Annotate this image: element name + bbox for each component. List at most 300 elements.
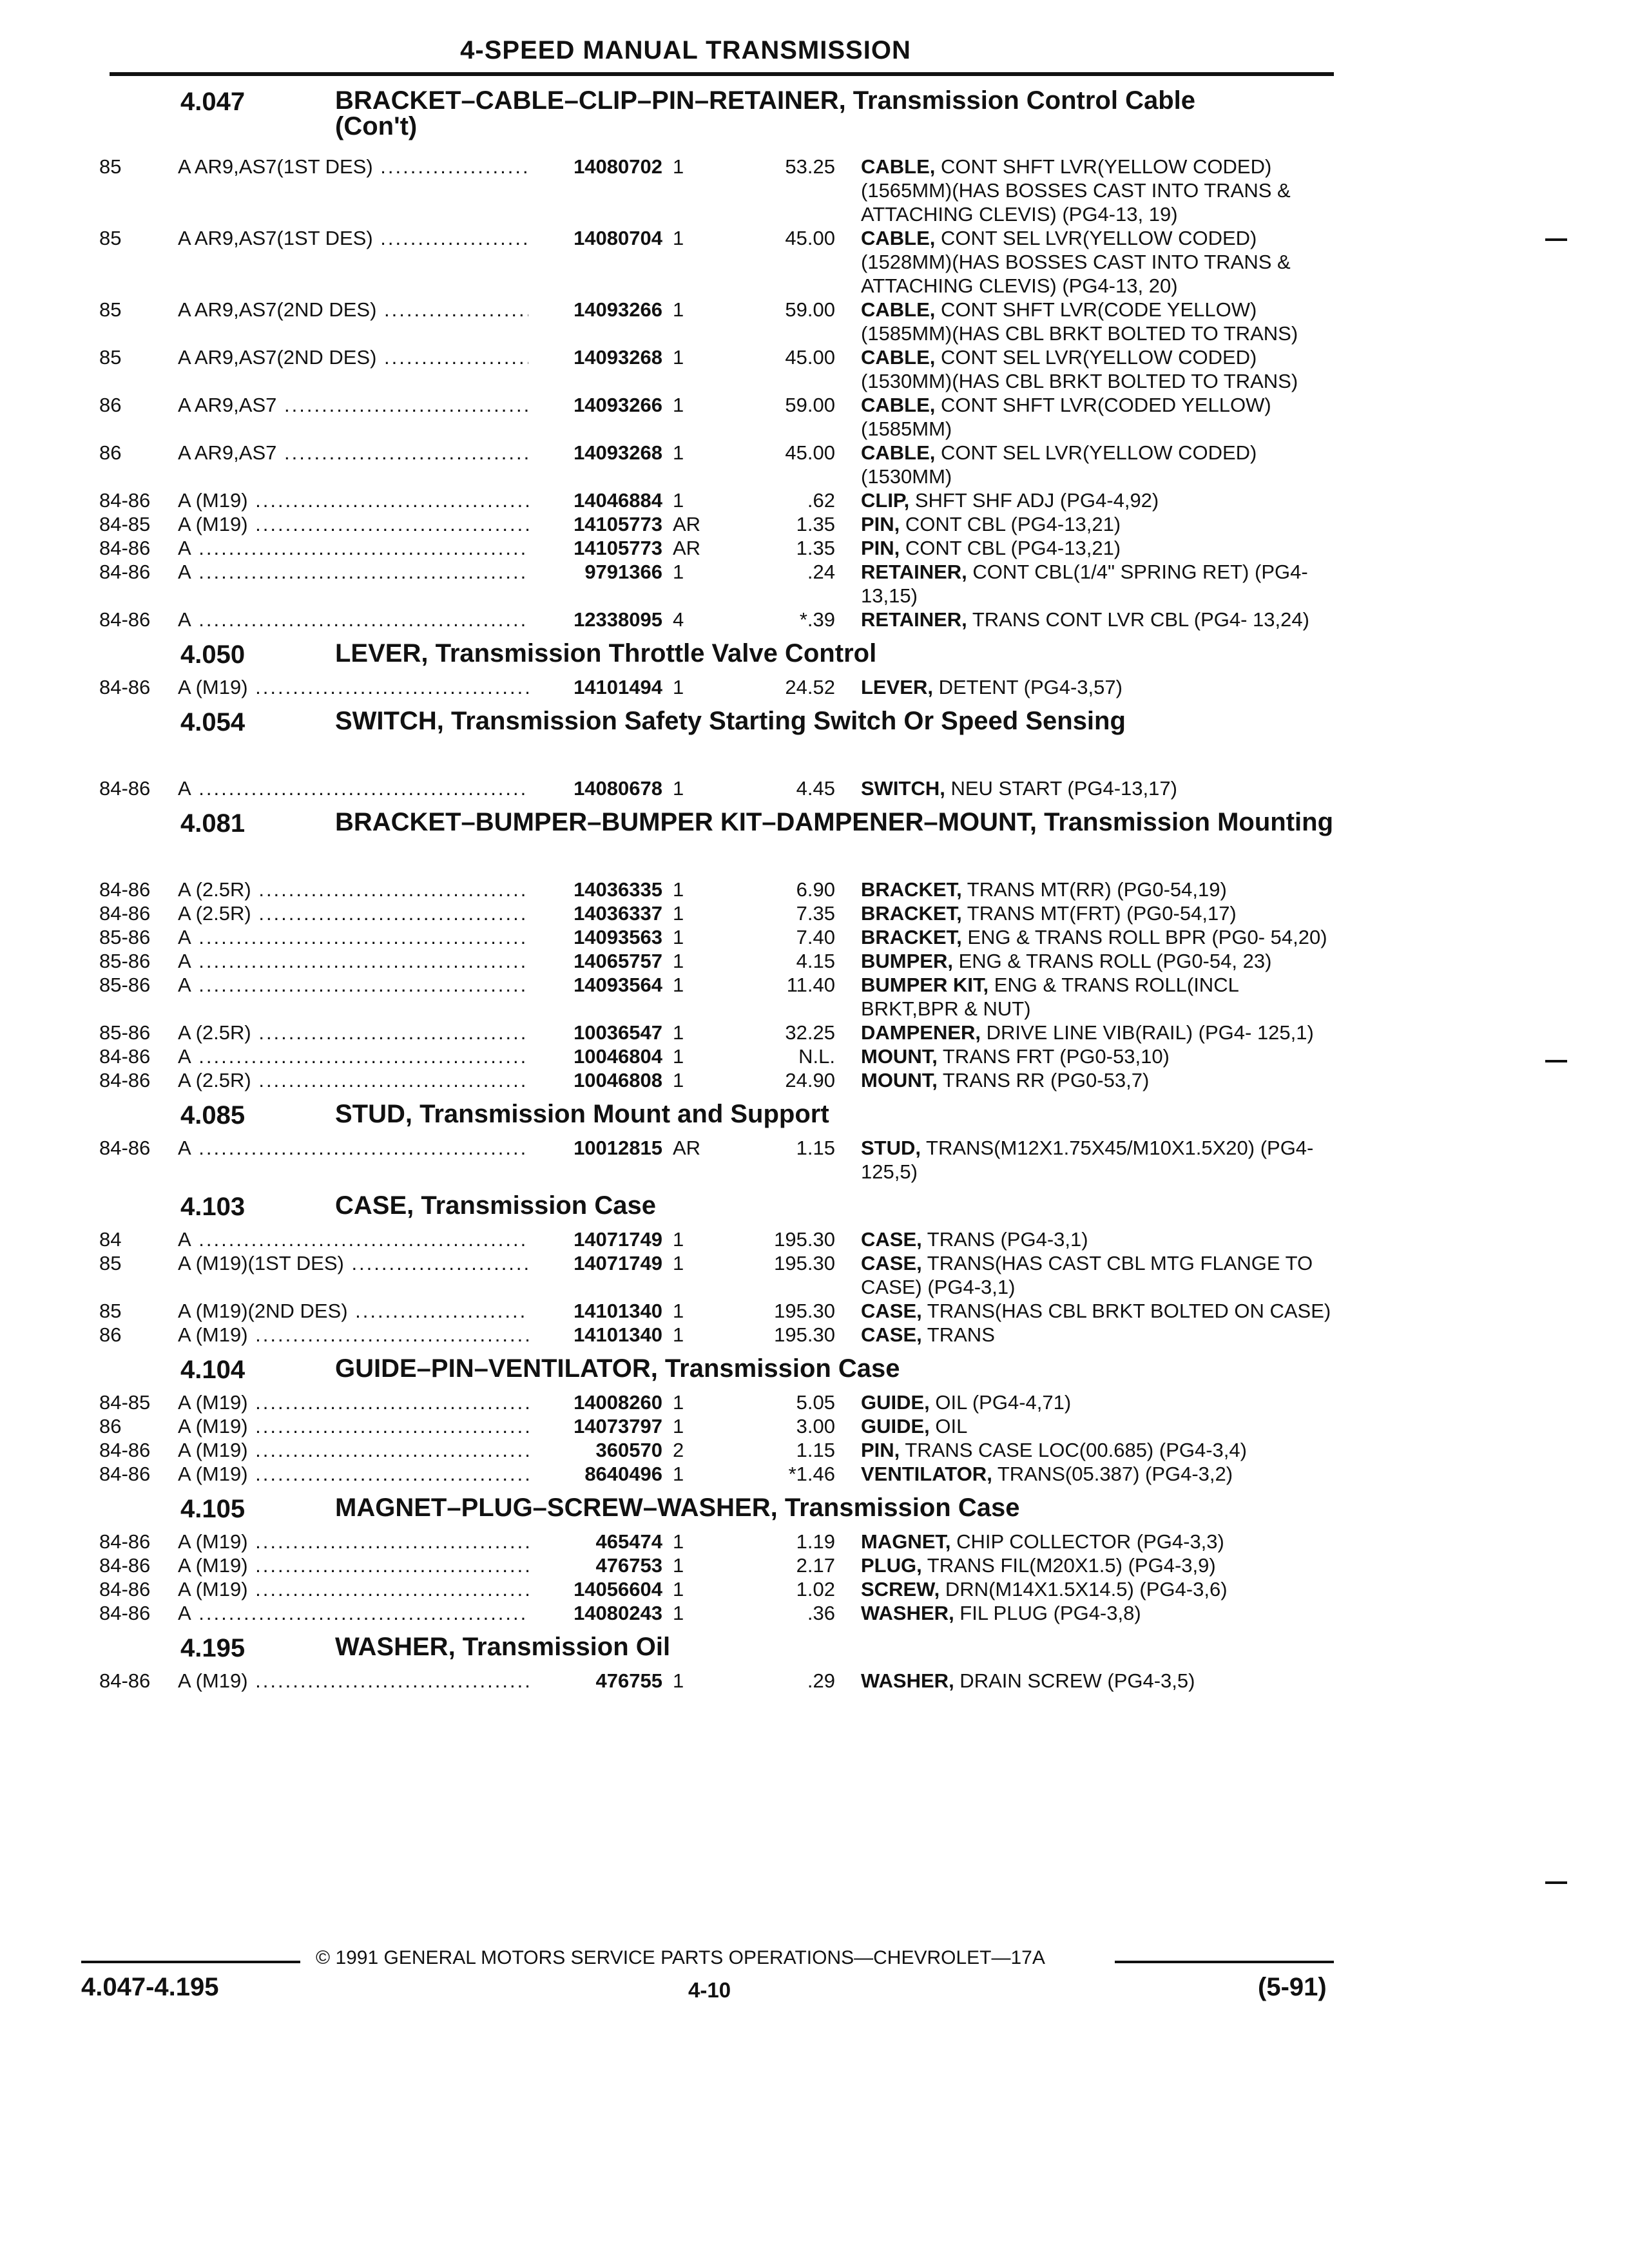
part-row <box>0 1068 1629 1092</box>
part-description <box>861 1601 1331 1625</box>
section-heading <box>0 631 1629 675</box>
model-year: 84-86 <box>99 902 151 925</box>
part-description <box>861 536 1331 560</box>
part-description <box>861 1390 1331 1414</box>
quantity: 1 <box>673 155 684 178</box>
description-text: GUIDE, OIL <box>861 1415 968 1437</box>
quantity: 2 <box>673 1439 684 1461</box>
usage-code: A (M19) ..... <box>178 1323 528 1347</box>
usage-code: A ..... <box>178 536 528 560</box>
price: 32.25 <box>785 1021 835 1044</box>
usage-code: A ..... <box>178 560 528 584</box>
model-year: 86 <box>99 1323 122 1346</box>
description-text: CABLE, CONT SHFT LVR(CODED YELLOW) (1585MM) <box>861 394 1271 440</box>
part-number: 14093266 <box>574 394 662 416</box>
part-row <box>0 1577 1629 1601</box>
description-text: DAMPENER, DRIVE LINE VIB(RAIL) (PG4- 125,1) <box>861 1021 1314 1044</box>
model-year: 84-85 <box>99 1391 151 1414</box>
usage-code: A (M19) ..... <box>178 675 528 699</box>
part-description <box>861 488 1331 512</box>
quantity: 1 <box>673 902 684 925</box>
price: 45.00 <box>785 227 835 249</box>
quantity: 1 <box>673 1463 684 1485</box>
model-year: 84-86 <box>99 537 151 559</box>
part-number: 14105773 <box>574 537 662 559</box>
parts-list <box>0 1136 1629 1184</box>
part-number: 8640496 <box>584 1463 662 1485</box>
usage-code: A ..... <box>178 776 528 800</box>
usage-code: A AR9,AS7(2ND DES) ..... <box>178 298 528 322</box>
section-title-text: SWITCH, Transmission Safety Starting Switch Or Speed Sensing <box>335 707 1126 735</box>
part-number: 14101340 <box>574 1300 662 1322</box>
section-heading <box>0 800 1629 878</box>
part-number: 14101494 <box>574 676 662 698</box>
section-number: 4.195 <box>180 1634 246 1662</box>
part-number: 14008260 <box>574 1391 662 1414</box>
price: 195.30 <box>774 1252 835 1274</box>
parts-list <box>0 1669 1629 1693</box>
part-row <box>0 1601 1629 1625</box>
usage-code: A (M19) ..... <box>178 1553 528 1577</box>
model-year: 84-86 <box>99 561 151 583</box>
description-text: BRACKET, ENG & TRANS ROLL BPR (PG0- 54,20) <box>861 926 1327 948</box>
part-description <box>861 925 1331 949</box>
price: .24 <box>807 561 835 583</box>
section-heading <box>0 1184 1629 1227</box>
part-number: 14101340 <box>574 1323 662 1346</box>
part-row <box>0 1414 1629 1438</box>
part-number: 476753 <box>595 1554 662 1577</box>
part-description <box>861 393 1331 441</box>
description-text: SWITCH, NEU START (PG4-13,17) <box>861 777 1177 800</box>
part-number: 14036335 <box>574 878 662 901</box>
part-row <box>0 901 1629 925</box>
model-year: 84-86 <box>99 489 151 512</box>
price: 195.30 <box>774 1300 835 1322</box>
section-title <box>335 708 1340 734</box>
model-year: 85 <box>99 227 122 249</box>
quantity: 1 <box>673 1228 684 1251</box>
footer-page-number: 4-10 <box>688 1978 731 2002</box>
usage-code: A (M19) ..... <box>178 1390 528 1414</box>
quantity: 1 <box>673 926 684 948</box>
description-text: CABLE, CONT SHFT LVR(YELLOW CODED) (1565MM)(HAS BOSSES CAST INTO TRANS & ATTACHING CLEVIS) (PG4-13, 19) <box>861 155 1291 226</box>
quantity: 1 <box>673 950 684 972</box>
model-year: 85 <box>99 346 122 369</box>
part-description <box>861 675 1331 699</box>
price: 1.19 <box>796 1530 835 1553</box>
part-description <box>861 1577 1331 1601</box>
part-description <box>861 1299 1331 1323</box>
quantity: AR <box>673 513 701 535</box>
price: 195.30 <box>774 1323 835 1346</box>
quantity: AR <box>673 1137 701 1159</box>
part-row <box>0 345 1629 393</box>
part-number: 14093563 <box>574 926 662 948</box>
part-row <box>0 608 1629 631</box>
part-description <box>861 973 1331 1021</box>
usage-code: A ..... <box>178 1136 528 1160</box>
part-number: 10012815 <box>574 1137 662 1159</box>
section-title-text: GUIDE–PIN–VENTILATOR, Transmission Case <box>335 1354 900 1383</box>
description-text: MOUNT, TRANS FRT (PG0-53,10) <box>861 1045 1170 1068</box>
quantity: 1 <box>673 441 684 464</box>
usage-code: A (2.5R) ..... <box>178 901 528 925</box>
part-description <box>861 226 1331 298</box>
part-row <box>0 776 1629 800</box>
section-title-text: BRACKET–BUMPER–BUMPER KIT–DAMPENER–MOUNT, Transmission Mounting <box>335 808 1334 836</box>
quantity: AR <box>673 537 701 559</box>
section-number: 4.085 <box>180 1101 246 1129</box>
usage-code: A (M19) ..... <box>178 1530 528 1553</box>
part-row <box>0 226 1629 298</box>
footer-rule <box>81 1961 300 1963</box>
section-title <box>335 1193 1340 1218</box>
model-year: 86 <box>99 394 122 416</box>
price: 45.00 <box>785 346 835 369</box>
title-rule <box>110 72 1334 76</box>
part-description <box>861 901 1331 925</box>
part-row <box>0 1530 1629 1553</box>
part-row <box>0 1553 1629 1577</box>
section-number: 4.050 <box>180 640 246 669</box>
description-text: BRACKET, TRANS MT(FRT) (PG0-54,17) <box>861 902 1237 925</box>
part-row <box>0 1438 1629 1462</box>
model-year: 84-86 <box>99 1530 151 1553</box>
description-text: LEVER, DETENT (PG4-3,57) <box>861 676 1123 698</box>
part-number: 10046804 <box>574 1045 662 1068</box>
footer-copyright: © 1991 GENERAL MOTORS SERVICE PARTS OPERATIONS—CHEVROLET—17A <box>316 1947 1045 1968</box>
usage-code: A ..... <box>178 949 528 973</box>
description-text: PIN, CONT CBL (PG4-13,21) <box>861 513 1121 535</box>
part-description <box>861 1136 1331 1184</box>
quantity: 1 <box>673 878 684 901</box>
section-title <box>335 1495 1340 1521</box>
price: 7.40 <box>796 926 835 948</box>
quantity: 1 <box>673 1669 684 1692</box>
price: N.L. <box>798 1045 835 1068</box>
part-number: 10046808 <box>574 1069 662 1091</box>
section-number: 4.104 <box>180 1356 246 1384</box>
part-description <box>861 512 1331 536</box>
part-row <box>0 1021 1629 1044</box>
price: 59.00 <box>785 394 835 416</box>
quantity: 1 <box>673 227 684 249</box>
price: *1.46 <box>788 1463 835 1485</box>
part-description <box>861 298 1331 345</box>
price: 195.30 <box>774 1228 835 1251</box>
model-year: 84-86 <box>99 1439 151 1461</box>
price: 1.35 <box>796 513 835 535</box>
price: 24.90 <box>785 1069 835 1091</box>
section-number: 4.103 <box>180 1193 246 1221</box>
price: .29 <box>807 1669 835 1692</box>
part-row <box>0 973 1629 1021</box>
section-title-text: CASE, Transmission Case <box>335 1191 656 1220</box>
quantity: 1 <box>673 1415 684 1437</box>
usage-code: A AR9,AS7(2ND DES) ..... <box>178 345 528 369</box>
usage-code: A (M19) ..... <box>178 1414 528 1438</box>
description-text: MAGNET, CHIP COLLECTOR (PG4-3,3) <box>861 1530 1224 1553</box>
section-title-text: STUD, Transmission Mount and Support <box>335 1100 829 1128</box>
section-heading <box>0 699 1629 776</box>
part-number: 14056604 <box>574 1578 662 1600</box>
part-row <box>0 536 1629 560</box>
part-row <box>0 1390 1629 1414</box>
section-subtitle: (Con't) <box>335 112 418 140</box>
model-year: 84-86 <box>99 1045 151 1068</box>
quantity: 1 <box>673 1530 684 1553</box>
part-number: 14073797 <box>574 1415 662 1437</box>
part-row <box>0 878 1629 901</box>
section-title <box>335 1634 1340 1660</box>
quantity: 1 <box>673 1323 684 1346</box>
part-description <box>861 608 1331 631</box>
price: *.39 <box>799 608 835 631</box>
price: 5.05 <box>796 1391 835 1414</box>
quantity: 1 <box>673 1300 684 1322</box>
usage-code: A AR9,AS7(1ST DES) ..... <box>178 155 528 178</box>
part-number: 14071749 <box>574 1228 662 1251</box>
usage-code: A (M19) ..... <box>178 488 528 512</box>
parts-list <box>0 776 1629 800</box>
description-text: BUMPER KIT, ENG & TRANS ROLL(INCL BRKT,BPR & NUT) <box>861 974 1239 1020</box>
section-number: 4.105 <box>180 1495 246 1523</box>
part-description <box>861 1553 1331 1577</box>
part-row <box>0 1299 1629 1323</box>
model-year: 84-86 <box>99 1578 151 1600</box>
part-number: 14093268 <box>574 346 662 369</box>
description-text: PIN, CONT CBL (PG4-13,21) <box>861 537 1121 559</box>
usage-code: A AR9,AS7(1ST DES) ..... <box>178 226 528 250</box>
price: 1.15 <box>796 1439 835 1461</box>
part-row <box>0 512 1629 536</box>
price: 24.52 <box>785 676 835 698</box>
price: .62 <box>807 489 835 512</box>
parts-catalog <box>0 79 1629 1693</box>
price: .36 <box>807 1602 835 1624</box>
description-text: RETAINER, TRANS CONT LVR CBL (PG4- 13,24) <box>861 608 1309 631</box>
usage-code: A (M19) ..... <box>178 512 528 536</box>
part-description <box>861 949 1331 973</box>
quantity: 1 <box>673 1021 684 1044</box>
part-row <box>0 925 1629 949</box>
description-text: BRACKET, TRANS MT(RR) (PG0-54,19) <box>861 878 1227 901</box>
quantity: 1 <box>673 346 684 369</box>
section-title <box>335 88 1340 139</box>
price: 6.90 <box>796 878 835 901</box>
quantity: 1 <box>673 974 684 996</box>
part-number: 476755 <box>595 1669 662 1692</box>
price: 1.15 <box>796 1137 835 1159</box>
parts-list <box>0 878 1629 1092</box>
part-row <box>0 441 1629 488</box>
quantity: 1 <box>673 489 684 512</box>
part-row <box>0 155 1629 226</box>
quantity: 1 <box>673 1391 684 1414</box>
description-text: WASHER, DRAIN SCREW (PG4-3,5) <box>861 1669 1195 1692</box>
usage-code: A (M19) ..... <box>178 1462 528 1486</box>
part-description <box>861 1669 1331 1693</box>
part-row <box>0 1462 1629 1486</box>
page-title: 4-SPEED MANUAL TRANSMISSION <box>460 36 911 64</box>
part-number: 14036337 <box>574 902 662 925</box>
price: 4.45 <box>796 777 835 800</box>
description-text: CASE, TRANS (PG4-3,1) <box>861 1228 1088 1251</box>
quantity: 1 <box>673 1578 684 1600</box>
usage-code: A ..... <box>178 608 528 631</box>
model-year: 85 <box>99 155 122 178</box>
part-row <box>0 488 1629 512</box>
part-row <box>0 1251 1629 1299</box>
part-row <box>0 949 1629 973</box>
quantity: 1 <box>673 1069 684 1091</box>
model-year: 84-86 <box>99 1137 151 1159</box>
parts-list <box>0 675 1629 699</box>
part-number: 465474 <box>595 1530 662 1553</box>
part-description <box>861 1044 1331 1068</box>
model-year: 84-86 <box>99 608 151 631</box>
model-year: 84-85 <box>99 513 151 535</box>
description-text: CABLE, CONT SEL LVR(YELLOW CODED) (1528MM)(HAS BOSSES CAST INTO TRANS & ATTACHING CLEVIS) (PG4-13, 20) <box>861 227 1291 297</box>
usage-code: A AR9,AS7 ..... <box>178 441 528 465</box>
quantity: 1 <box>673 1045 684 1068</box>
section-heading <box>0 1092 1629 1136</box>
part-number: 10036547 <box>574 1021 662 1044</box>
part-number: 14093564 <box>574 974 662 996</box>
usage-code: A (M19) ..... <box>178 1438 528 1462</box>
usage-code: A (M19)(2ND DES) ..... <box>178 1299 528 1323</box>
description-text: PIN, TRANS CASE LOC(00.685) (PG4-3,4) <box>861 1439 1247 1461</box>
parts-list <box>0 1390 1629 1486</box>
section-title <box>335 640 1340 666</box>
quantity: 1 <box>673 1554 684 1577</box>
usage-code: A ..... <box>178 1044 528 1068</box>
part-number: 14105773 <box>574 513 662 535</box>
part-number: 14065757 <box>574 950 662 972</box>
footer-section-range: 4.047-4.195 <box>81 1973 219 2001</box>
part-row <box>0 560 1629 608</box>
section-number: 4.054 <box>180 708 246 736</box>
footer-date: (5-91) <box>1258 1973 1327 2001</box>
footer-rule <box>1115 1961 1334 1963</box>
section-heading <box>0 1625 1629 1669</box>
section-heading <box>0 1486 1629 1530</box>
part-description <box>861 441 1331 488</box>
part-description <box>861 878 1331 901</box>
part-row <box>0 1136 1629 1184</box>
part-number: 14080678 <box>574 777 662 800</box>
description-text: PLUG, TRANS FIL(M20X1.5) (PG4-3,9) <box>861 1554 1216 1577</box>
model-year: 85 <box>99 1300 122 1322</box>
part-row <box>0 393 1629 441</box>
description-text: CABLE, CONT SEL LVR(YELLOW CODED) (1530MM) <box>861 441 1257 488</box>
section-number: 4.081 <box>180 809 246 838</box>
usage-code: A AR9,AS7 ..... <box>178 393 528 417</box>
usage-code: A (2.5R) ..... <box>178 1021 528 1044</box>
usage-code: A ..... <box>178 1601 528 1625</box>
description-text: BUMPER, ENG & TRANS ROLL (PG0-54, 23) <box>861 950 1272 972</box>
model-year: 84-86 <box>99 1554 151 1577</box>
section-heading <box>0 79 1629 155</box>
model-year: 84-86 <box>99 1602 151 1624</box>
section-title-text: BRACKET–CABLE–CLIP–PIN–RETAINER, Transmission Control Cable <box>335 86 1196 115</box>
part-row <box>0 1323 1629 1347</box>
description-text: CABLE, CONT SEL LVR(YELLOW CODED) (1530MM)(HAS CBL BRKT BOLTED TO TRANS) <box>861 346 1298 392</box>
margin-mark <box>1545 1060 1567 1062</box>
model-year: 84-86 <box>99 1669 151 1692</box>
description-text: RETAINER, CONT CBL(1/4" SPRING RET) (PG4-13,15) <box>861 561 1308 607</box>
description-text: VENTILATOR, TRANS(05.387) (PG4-3,2) <box>861 1463 1233 1485</box>
section-title <box>335 1356 1340 1381</box>
description-text: SCREW, DRN(M14X1.5X14.5) (PG4-3,6) <box>861 1578 1228 1600</box>
part-number: 360570 <box>595 1439 662 1461</box>
part-number: 14080702 <box>574 155 662 178</box>
model-year: 85 <box>99 1252 122 1274</box>
price: 1.02 <box>796 1578 835 1600</box>
part-description <box>861 155 1331 226</box>
section-heading <box>0 1347 1629 1390</box>
model-year: 85-86 <box>99 926 151 948</box>
part-description <box>861 1068 1331 1092</box>
model-year: 86 <box>99 441 122 464</box>
quantity: 1 <box>673 561 684 583</box>
description-text: GUIDE, OIL (PG4-4,71) <box>861 1391 1072 1414</box>
part-description <box>861 1323 1331 1347</box>
section-title-text: MAGNET–PLUG–SCREW–WASHER, Transmission Case <box>335 1494 1020 1522</box>
section-title-text: LEVER, Transmission Throttle Valve Control <box>335 639 877 668</box>
description-text: CABLE, CONT SHFT LVR(CODE YELLOW) (1585MM)(HAS CBL BRKT BOLTED TO TRANS) <box>861 298 1298 345</box>
part-number: 12338095 <box>574 608 662 631</box>
parts-list <box>0 155 1629 631</box>
description-text: STUD, TRANS(M12X1.75X45/M10X1.5X20) (PG4-125,5) <box>861 1137 1314 1183</box>
usage-code: A ..... <box>178 925 528 949</box>
model-year: 85-86 <box>99 950 151 972</box>
quantity: 1 <box>673 394 684 416</box>
section-title <box>335 1101 1340 1127</box>
usage-code: A ..... <box>178 1227 528 1251</box>
section-title <box>335 809 1340 835</box>
price: 11.40 <box>786 974 835 996</box>
part-row <box>0 1227 1629 1251</box>
part-number: 14080704 <box>574 227 662 249</box>
quantity: 1 <box>673 676 684 698</box>
part-description <box>861 1021 1331 1044</box>
quantity: 4 <box>673 608 684 631</box>
part-description <box>861 345 1331 393</box>
part-row <box>0 1044 1629 1068</box>
part-number: 9791366 <box>584 561 662 583</box>
price: 3.00 <box>796 1415 835 1437</box>
parts-list <box>0 1227 1629 1347</box>
model-year: 84 <box>99 1228 122 1251</box>
part-number: 14093268 <box>574 441 662 464</box>
model-year: 85-86 <box>99 974 151 996</box>
model-year: 84-86 <box>99 777 151 800</box>
usage-code: A (2.5R) ..... <box>178 878 528 901</box>
description-text: CASE, TRANS(HAS CAST CBL MTG FLANGE TO CASE) (PG4-3,1) <box>861 1252 1313 1298</box>
usage-code: A ..... <box>178 973 528 997</box>
price: 4.15 <box>796 950 835 972</box>
part-description <box>861 560 1331 608</box>
part-description <box>861 1227 1331 1251</box>
description-text: MOUNT, TRANS RR (PG0-53,7) <box>861 1069 1150 1091</box>
price: 45.00 <box>785 441 835 464</box>
quantity: 1 <box>673 1602 684 1624</box>
price: 53.25 <box>785 155 835 178</box>
part-description <box>861 1530 1331 1553</box>
part-row <box>0 675 1629 699</box>
